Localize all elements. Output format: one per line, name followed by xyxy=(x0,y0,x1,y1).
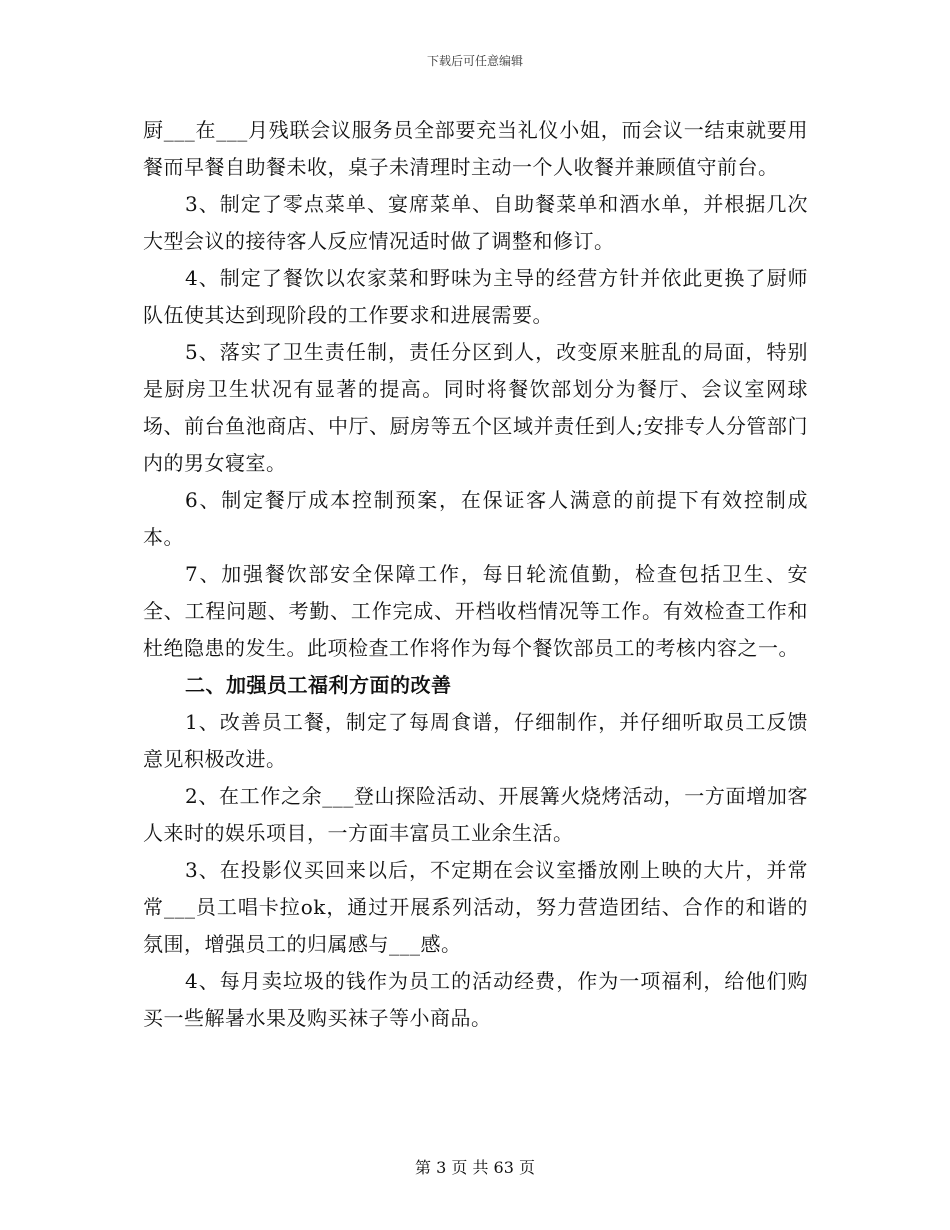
paragraph-item-6: 6、制定餐厅成本控制预案，在保证客人满意的前提下有效控制成本。 xyxy=(143,488,808,549)
paragraph-welfare-4: 4、每月卖垃圾的钱作为员工的活动经费，作为一项福利，给他们购买一些解暑水果及购买袜子等小商品。 xyxy=(143,969,808,1030)
paragraph-welfare-2: 2、在工作之余___登山探险活动、开展篝火烧烤活动，一方面增加客人来时的娱乐项目，一方面丰富员工业余生活。 xyxy=(143,784,808,845)
section-heading: 二、加强员工福利方面的改善 xyxy=(185,673,452,697)
paragraph-welfare-3: 3、在投影仪买回来以后，不定期在会议室播放刚上映的大片，并常常___员工唱卡拉ok，通过开展系列活动，努力营造团结、合作的和谐的氛围，增强员工的归属感与___感。 xyxy=(143,858,808,956)
page-header: 下载后可任意编辑 xyxy=(426,54,523,68)
paragraph-welfare-1: 1、改善员工餐，制定了每周食谱，仔细制作，并仔细听取员工反馈意见积极改进。 xyxy=(143,710,808,771)
paragraph-item-3: 3、制定了零点菜单、宴席菜单、自助餐菜单和酒水单，并根据几次大型会议的接待客人反应情况适时做了调整和修订。 xyxy=(143,192,808,253)
paragraph-item-7: 7、加强餐饮部安全保障工作，每日轮流值勤，检查包括卫生、安全、工程问题、考勤、工作完成、开档收档情况等工作。有效检查工作和杜绝隐患的发生。此项检查工作将作为每个餐饮部员工的考核内容之一。 xyxy=(143,562,808,660)
paragraph-item-5: 5、落实了卫生责任制，责任分区到人，改变原来脏乱的局面，特别是厨房卫生状况有显著的提高。同时将餐饮部划分为餐厅、会议室网球场、前台鱼池商店、中厅、厨房等五个区域并责任到人;安排专人分管部门内的男女寝室。 xyxy=(143,340,808,475)
paragraph-continuation: 厨___在___月残联会议服务员全部要充当礼仪小姐，而会议一结束就要用餐而早餐自助餐未收，桌子未清理时主动一个人收餐并兼顾值守前台。 xyxy=(143,118,808,179)
document-body xyxy=(143,112,808,1037)
page-footer: 第 3 页 共 63 页 xyxy=(415,1158,535,1177)
paragraph-item-4: 4、制定了餐饮以农家菜和野味为主导的经营方针并依此更换了厨师队伍使其达到现阶段的工作要求和进展需要。 xyxy=(143,266,808,327)
